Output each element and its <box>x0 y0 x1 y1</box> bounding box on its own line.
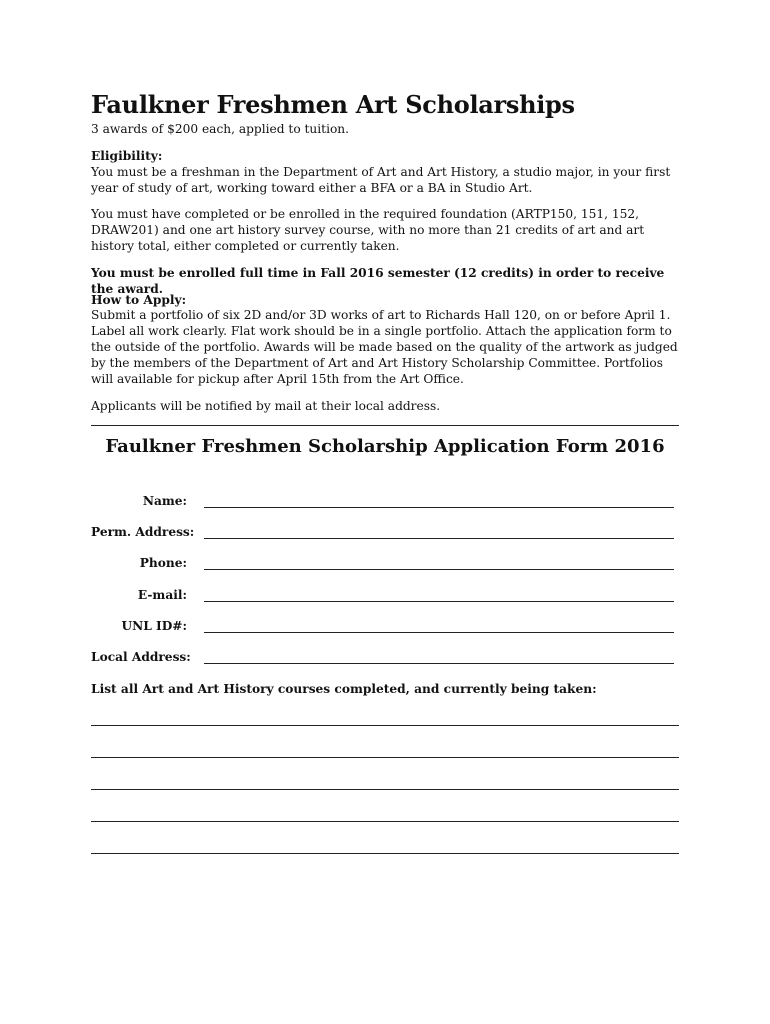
how-to-apply-heading: How to Apply: <box>91 293 187 307</box>
how-to-apply-body: Submit a portfolio of six 2D and/or 3D works of art to Richards Hall 120, on or before April 1. Label all work clearly. Flat work should be in a single portfolio. Attach the application form to the outside of the portfolio. Awards will be made based on the quality of the artwork as judged by the members of the Department of Art and Art History Scholarship Committee. Portfolios will available for pickup after April 15th from the Art Office. <box>91 308 678 386</box>
awards-subtitle: 3 awards of $200 each, applied to tuition. <box>91 122 350 136</box>
local-address-input-line[interactable] <box>204 663 674 664</box>
phone-field <box>91 556 681 574</box>
phone-input-line[interactable] <box>204 569 674 570</box>
form-title: Faulkner Freshmen Scholarship Application Form 2016 <box>105 436 665 457</box>
unl-id-field <box>91 619 681 637</box>
page-title: Faulkner Freshmen Art Scholarships <box>91 90 575 119</box>
name-label: Name: <box>142 494 187 508</box>
course-line[interactable] <box>91 821 679 822</box>
phone-label: Phone: <box>139 556 187 570</box>
eligibility-heading: Eligibility: <box>91 149 163 163</box>
perm-address-label: Perm. Address: <box>91 525 195 539</box>
course-line[interactable] <box>91 789 679 790</box>
course-line[interactable] <box>91 757 679 758</box>
name-field <box>91 494 681 512</box>
eligibility-paragraph-1: You must be a freshman in the Department of Art and Art History, a studio major, in your first year of study of art, working toward either a BFA or a BA in Studio Art. <box>91 165 671 195</box>
local-address-field <box>91 650 681 668</box>
email-input-line[interactable] <box>204 601 674 602</box>
email-label: E-mail: <box>137 588 187 602</box>
perm-address-input-line[interactable] <box>204 538 674 539</box>
course-line[interactable] <box>91 725 679 726</box>
unl-id-label: UNL ID#: <box>121 619 187 633</box>
enrollment-requirement: You must be enrolled full time in Fall 2016 semester (12 credits) in order to receive the award. <box>91 266 665 296</box>
eligibility-paragraph-2: You must have completed or be enrolled in the required foundation (ARTP150, 151, 152, DRAW201) and one art history survey course, with no more than 21 credits of art and art history total, either completed or currently taken. <box>91 207 645 253</box>
unl-id-input-line[interactable] <box>204 632 674 633</box>
email-field <box>91 588 681 606</box>
local-address-label: Local Address: <box>91 650 191 664</box>
section-divider <box>91 425 679 426</box>
perm-address-field <box>91 525 681 543</box>
course-line[interactable] <box>91 853 679 854</box>
notification-text: Applicants will be notified by mail at their local address. <box>91 399 441 413</box>
name-input-line[interactable] <box>204 507 674 508</box>
courses-label: List all Art and Art History courses completed, and currently being taken: <box>91 682 597 696</box>
